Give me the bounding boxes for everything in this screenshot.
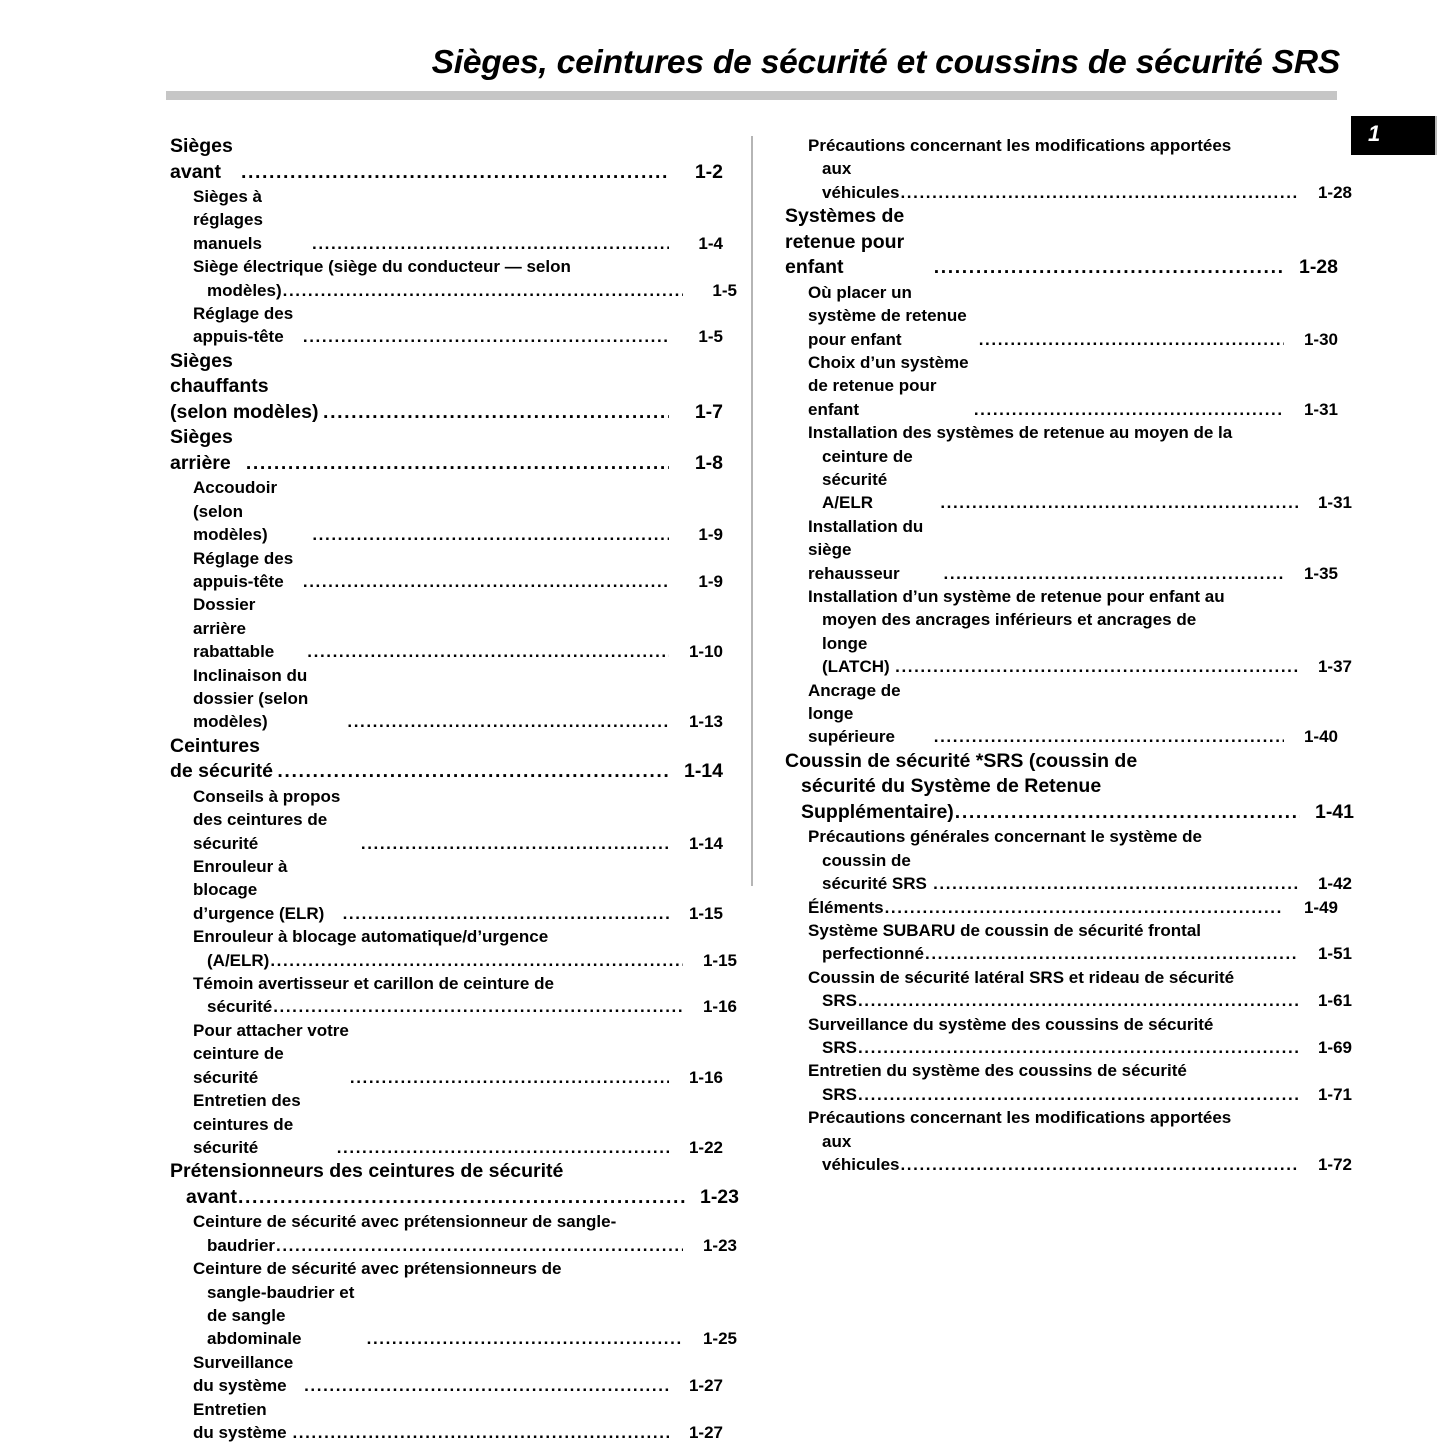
toc-entry-row	[808, 679, 1338, 749]
toc-entry-line	[170, 425, 723, 476]
toc-entry-label: Réglage des appuis-tête	[193, 548, 298, 591]
toc-entry-continuation	[808, 989, 1352, 1012]
toc-entry-row	[193, 1351, 723, 1398]
toc-entry-label: Siège électrique (siège du conducteur — selon	[193, 257, 571, 277]
toc-leader-dots	[241, 160, 669, 186]
toc-entry-label: Entretien du système des coussins de sécurité	[808, 1061, 1187, 1081]
page-title: Sièges, ceintures de sécurité et coussins de sécurité SRS	[431, 44, 1340, 81]
toc-entry[interactable]	[170, 972, 737, 1019]
toc-entry-continuation	[193, 1281, 737, 1351]
toc-page-number: 1-14	[683, 760, 723, 783]
toc-entry-row	[193, 949, 737, 972]
toc-page-number: 1-61	[1317, 991, 1352, 1011]
toc-leader-dots	[337, 1136, 669, 1159]
toc-entry-label: baudrier	[207, 1235, 276, 1255]
toc-entry-row	[170, 734, 723, 785]
toc-entry-line	[193, 785, 723, 855]
toc-entry-row	[170, 134, 723, 185]
toc-entry-label: modèles)	[207, 280, 282, 300]
toc-entry-label: sangle-baudrier et de sangle abdominale	[207, 1282, 360, 1349]
toc-page-number: 1-4	[698, 233, 723, 253]
toc-page-number: 1-49	[1303, 897, 1338, 917]
toc-entry[interactable]	[170, 547, 723, 594]
toc-entry-row	[170, 349, 723, 426]
toc-entry-row	[808, 134, 1338, 157]
toc-entry[interactable]	[170, 1089, 723, 1159]
toc-entry[interactable]	[785, 515, 1338, 585]
toc-column-left	[170, 134, 739, 1444]
toc-page-number: 1-71	[1317, 1084, 1352, 1104]
toc-entry-row	[193, 302, 723, 349]
toc-entry-line	[170, 734, 723, 785]
toc-entry[interactable]	[170, 1351, 723, 1398]
toc-entry-line	[170, 134, 723, 185]
toc-entry[interactable]	[170, 925, 737, 972]
toc-entry-line	[785, 204, 1338, 281]
toc-entry-row	[193, 255, 723, 278]
toc-entry-row	[808, 942, 1352, 965]
toc-leader-dots	[367, 1327, 683, 1350]
toc-entry-label: Installation des systèmes de retenue au moyen de la	[808, 423, 1233, 443]
toc-entry-label: Systèmes de retenue pour enfant	[785, 205, 910, 279]
toc-entry-label: SRS	[822, 1038, 857, 1057]
column-divider	[751, 136, 753, 886]
toc-entry-row	[808, 421, 1338, 444]
toc-entry-continuation	[808, 157, 1352, 204]
toc-entry-row	[193, 593, 723, 663]
toc-leader-dots	[955, 800, 1300, 826]
toc-leader-dots	[934, 255, 1284, 281]
toc-entry-label: longe (LATCH)	[822, 633, 890, 677]
toc-entry-continuation	[808, 632, 1352, 679]
toc-entry-row	[808, 825, 1338, 848]
toc-entry-line	[193, 925, 723, 948]
toc-entry-label: Installation d’un système de retenue pour enfant au	[808, 587, 1225, 606]
toc-entry-row	[808, 919, 1338, 942]
toc-entry-continuation	[808, 1130, 1352, 1177]
toc-entry-line	[193, 185, 723, 255]
toc-entry-row	[193, 925, 723, 948]
toc-leader-dots	[900, 1153, 1298, 1176]
toc-entry-row	[193, 785, 723, 855]
toc-entry-line	[808, 1013, 1338, 1036]
toc-entry-row	[785, 749, 1338, 775]
toc-entry-line	[193, 855, 723, 925]
toc-leader-dots	[347, 710, 669, 733]
toc-entry-row	[193, 1019, 723, 1089]
toc-entry-row	[808, 1130, 1352, 1177]
toc-entry-line	[808, 679, 1338, 749]
toc-page-number: 1-8	[694, 451, 723, 474]
toc-entry-continuation	[193, 279, 737, 302]
toc-entry-row	[193, 972, 723, 995]
toc-entry-continuation	[808, 849, 1352, 896]
toc-entry-line	[808, 281, 1338, 351]
toc-entry-row	[808, 585, 1338, 608]
header-rule	[166, 91, 1337, 100]
toc-entry-row	[808, 632, 1352, 679]
toc-entry[interactable]	[785, 421, 1352, 515]
toc-entry-row	[808, 608, 1352, 631]
toc-leader-dots	[940, 491, 1298, 514]
toc-leader-dots	[858, 1083, 1298, 1106]
toc-entry-continuation	[170, 1185, 739, 1211]
toc-entry-row	[808, 1083, 1352, 1106]
toc-entry[interactable]	[785, 351, 1338, 421]
toc-entry-label: Éléments	[808, 897, 884, 917]
toc-entry-label: aux véhicules	[822, 1131, 900, 1175]
toc-entry-row	[785, 800, 1354, 826]
toc-page-number: 1-14	[688, 833, 723, 853]
toc-entry-label: coussin de sécurité SRS	[822, 850, 927, 894]
toc-entry-line	[193, 1210, 723, 1233]
toc-page-number: 1-9	[698, 571, 723, 591]
toc-page-number: 1-27	[688, 1376, 723, 1396]
toc-entry-line	[808, 134, 1338, 157]
toc-entry-row	[193, 279, 737, 302]
toc-entry-label: Surveillance du système des coussins de sécurité	[808, 1014, 1214, 1034]
toc-column-right	[785, 134, 1354, 1176]
toc-leader-dots	[925, 942, 1298, 965]
toc-page-number: 1-16	[702, 997, 737, 1017]
toc-entry[interactable]	[170, 734, 723, 785]
toc-entry[interactable]	[170, 302, 723, 349]
toc-entry-label: Coussin de sécurité latéral SRS et rideau de sécurité	[808, 967, 1235, 987]
toc-entry-row	[193, 185, 723, 255]
toc-entry-row	[193, 664, 723, 734]
toc-entry-continuation	[808, 1036, 1352, 1059]
toc-leader-dots	[312, 232, 669, 255]
toc-entry[interactable]	[170, 855, 723, 925]
toc-page-number: 1-2	[694, 160, 723, 183]
toc-entry[interactable]	[785, 919, 1352, 966]
toc-entry[interactable]	[170, 255, 737, 302]
toc-entry-label: Sièges chauffants (selon modèles)	[170, 349, 319, 423]
toc-entry-row	[808, 1059, 1338, 1082]
toc-entry[interactable]	[170, 664, 723, 734]
toc-entry-line	[193, 547, 723, 594]
toc-entry-label: Dossier arrière rabattable	[193, 595, 275, 662]
toc-entry-continuation	[808, 608, 1338, 631]
toc-leader-dots	[933, 872, 1298, 895]
toc-leader-dots	[312, 523, 669, 546]
toc-entry-row	[808, 1013, 1338, 1036]
toc-entry-line	[808, 896, 1338, 919]
toc-entry[interactable]	[170, 185, 723, 255]
toc-entry[interactable]	[170, 349, 723, 426]
toc-page-number: 1-42	[1317, 874, 1352, 894]
toc-entry[interactable]	[170, 1159, 739, 1210]
toc-leader-dots	[979, 328, 1284, 351]
toc-leader-dots	[934, 725, 1284, 748]
toc-entry-line	[808, 421, 1338, 444]
toc-entry-label: Témoin avertisseur et carillon de ceinture de	[193, 974, 554, 994]
toc-leader-dots	[323, 400, 669, 426]
toc-entry-label: SRS	[822, 991, 857, 1011]
toc-page-number: 1-22	[688, 1137, 723, 1157]
toc-entry-row	[808, 896, 1338, 919]
toc-entry-row	[808, 445, 1352, 515]
toc-entry[interactable]	[785, 896, 1338, 919]
toc-entry-row	[193, 547, 723, 594]
toc-entry-line	[170, 1159, 723, 1185]
toc-entry[interactable]	[785, 1059, 1352, 1106]
toc-entry-label: (A/ELR)	[207, 950, 270, 970]
toc-leader-dots	[944, 562, 1284, 585]
toc-entry[interactable]	[785, 585, 1352, 679]
toc-leader-dots	[273, 995, 683, 1018]
toc-page-number: 1-51	[1317, 944, 1352, 964]
toc-entry-label: sécurité	[207, 997, 273, 1017]
toc-leader-dots	[246, 451, 669, 477]
toc-entry-row	[808, 351, 1338, 421]
toc-entry-label: Surveillance du système	[193, 1352, 298, 1396]
toc-entry-label: Où placer un système de retenue pour enfant	[808, 282, 972, 349]
toc-page-number: 1-40	[1303, 727, 1338, 747]
toc-entry-row	[170, 425, 723, 476]
toc-entry-line	[193, 1398, 723, 1444]
toc-entry-label: Réglage des appuis-tête	[193, 304, 298, 347]
toc-entry-continuation	[785, 800, 1354, 826]
toc-entry-label: sécurité du Système de Retenue	[801, 775, 1102, 798]
toc-entry[interactable]	[170, 476, 723, 546]
toc-entry[interactable]	[785, 749, 1354, 826]
toc-page-number: 1-23	[699, 1185, 739, 1208]
toc-entry-row	[808, 1106, 1338, 1129]
toc-page-number: 1-7	[694, 400, 723, 423]
toc-entry[interactable]	[785, 204, 1338, 281]
toc-entry-line	[808, 351, 1338, 421]
toc-entry-label: Conseils à propos des ceintures de sécurité	[193, 786, 346, 853]
toc-entry-label: Sièges avant	[170, 135, 239, 183]
toc-page-number: 1-35	[1303, 563, 1338, 583]
toc-leader-dots	[895, 655, 1298, 678]
toc-entry-row	[808, 1036, 1352, 1059]
toc-entry-continuation	[193, 1234, 737, 1257]
toc-entry-line	[193, 972, 723, 995]
toc-entry-row	[808, 849, 1352, 896]
toc-entry-label: Enrouleur à blocage automatique/d’urgence	[193, 927, 549, 947]
toc-entry-row	[785, 204, 1338, 281]
toc-page-number: 1-5	[712, 280, 737, 300]
toc-leader-dots	[885, 896, 1284, 919]
toc-page-number: 1-5	[698, 327, 723, 347]
toc-entry-line	[808, 1059, 1338, 1082]
toc-entry-label: Précautions concernant les modifications apportées	[808, 136, 1232, 155]
toc-entry-line	[193, 1089, 723, 1159]
toc-entry-row	[193, 476, 723, 546]
toc-entry[interactable]	[785, 1106, 1352, 1176]
toc-entry-label: aux véhicules	[822, 159, 900, 202]
toc-entry-line	[193, 1019, 723, 1089]
toc-entry-label: Ancrage de longe supérieure	[808, 680, 906, 747]
toc-entry-label: Entretien des ceintures de sécurité	[193, 1091, 306, 1157]
toc-entry-line	[785, 749, 1338, 775]
toc-entry[interactable]	[170, 134, 723, 185]
toc-leader-dots	[276, 1234, 683, 1257]
toc-entry-label: Précautions générales concernant le système de	[808, 827, 1203, 847]
toc-entry[interactable]	[170, 1398, 723, 1444]
toc-entry[interactable]	[785, 1013, 1352, 1060]
toc-entry-row	[193, 1234, 737, 1257]
toc-entry-line	[808, 825, 1338, 848]
toc-entry-continuation	[808, 445, 1352, 515]
toc-leader-dots	[974, 398, 1284, 421]
toc-entry-label: Ceintures de sécurité	[170, 734, 273, 783]
toc-entry-line	[193, 1351, 723, 1398]
toc-entry-line	[193, 476, 723, 546]
toc-leader-dots	[307, 640, 669, 663]
toc-entry-row	[808, 515, 1338, 585]
toc-entry-label: Ceinture de sécurité avec prétensionneurs de	[193, 1259, 562, 1279]
toc-entry-label: ceinture de sécurité A/ELR	[822, 446, 918, 513]
toc-entry[interactable]	[170, 1257, 737, 1351]
toc-leader-dots	[304, 1374, 669, 1397]
toc-leader-dots	[238, 1185, 685, 1211]
toc-leader-dots	[900, 181, 1298, 204]
toc-entry-line	[193, 302, 723, 349]
toc-entry[interactable]	[785, 825, 1352, 895]
toc-entry-line	[808, 966, 1338, 989]
toc-entry-label: Entretien du système	[193, 1399, 287, 1442]
chapter-tab-number: 1	[1368, 121, 1381, 146]
toc-entry-row	[193, 1398, 723, 1444]
toc-page-number: 1-69	[1317, 1038, 1352, 1057]
toc-leader-dots	[361, 832, 669, 855]
toc-entry-row	[170, 1185, 739, 1211]
toc-page-number: 1-9	[698, 525, 723, 545]
toc-entry-continuation	[808, 942, 1352, 965]
toc-page-number: 1-15	[702, 950, 737, 970]
toc-page-number: 1-31	[1303, 399, 1338, 419]
toc-entry-label: Enrouleur à blocage d’urgence (ELR)	[193, 857, 325, 923]
toc-entry-row	[193, 1257, 723, 1280]
toc-entry-label: perfectionné	[822, 944, 925, 964]
toc-leader-dots	[303, 325, 669, 348]
toc-entry-row	[808, 157, 1352, 204]
toc-entry-row	[808, 989, 1352, 1012]
toc-entry-row	[785, 774, 1354, 800]
toc-entry-row	[808, 966, 1338, 989]
toc-entry[interactable]	[170, 425, 723, 476]
toc-entry-row	[808, 281, 1338, 351]
toc-page-number: 1-25	[702, 1329, 737, 1349]
toc-page-number: 1-15	[688, 903, 723, 923]
toc-entry-label: SRS	[822, 1084, 857, 1104]
toc-page-number: 1-28	[1298, 256, 1338, 279]
toc-entry[interactable]	[170, 785, 723, 855]
toc-leader-dots	[283, 279, 683, 302]
toc-entry-label: Accoudoir (selon modèles)	[193, 478, 282, 545]
toc-entry-label: Installation du siège rehausseur	[808, 516, 928, 583]
toc-entry-label: Ceinture de sécurité avec prétensionneur de sangle-	[193, 1212, 617, 1232]
toc-entry[interactable]	[785, 281, 1338, 351]
toc-leader-dots	[858, 1036, 1298, 1059]
toc-leader-dots	[858, 989, 1298, 1012]
toc-page-number: 1-41	[1314, 800, 1354, 823]
chapter-tab	[1351, 116, 1437, 155]
toc-entry-line	[193, 593, 723, 663]
toc-entry[interactable]	[170, 1210, 737, 1257]
toc-entry-label: Choix d’un système de retenue pour enfant	[808, 352, 974, 419]
toc-leader-dots	[303, 570, 669, 593]
toc-entry-row	[193, 1089, 723, 1159]
toc-page-number: 1-31	[1317, 493, 1352, 513]
toc-entry[interactable]	[170, 593, 723, 663]
toc-entry-row	[193, 855, 723, 925]
toc-entry-line	[193, 1257, 723, 1280]
toc-page-number: 1-16	[688, 1067, 723, 1087]
toc-page-number: 1-72	[1317, 1155, 1352, 1175]
toc-entry-label: Coussin de sécurité *SRS (coussin de	[785, 749, 1138, 772]
toc-leader-dots	[277, 759, 669, 785]
toc-leader-dots	[350, 1066, 669, 1089]
toc-entry-line	[193, 255, 723, 278]
toc-entry-continuation	[193, 995, 737, 1018]
toc-entry-row	[193, 1281, 737, 1351]
toc-entry-line	[170, 349, 723, 426]
toc-entry-row	[193, 995, 737, 1018]
toc-leader-dots	[270, 949, 683, 972]
toc-page-number: 1-37	[1317, 657, 1352, 677]
toc-leader-dots	[292, 1421, 669, 1444]
toc-entry-label: Précautions concernant les modifications apportées	[808, 1108, 1232, 1128]
toc-page-number: 1-27	[688, 1422, 723, 1442]
toc-entry-line	[808, 919, 1338, 942]
toc-entry[interactable]	[170, 1019, 723, 1089]
toc-entry-label: avant	[186, 1185, 237, 1208]
toc-leader-dots	[343, 902, 669, 925]
toc-page-number: 1-30	[1303, 329, 1338, 349]
toc-page-number: 1-23	[702, 1235, 737, 1255]
toc-entry-line	[808, 515, 1338, 585]
toc-entry[interactable]	[785, 134, 1352, 204]
toc-entry-label: Inclinaison du dossier (selon modèles)	[193, 665, 313, 732]
toc-entry-line	[808, 585, 1338, 608]
toc-entry-row	[170, 1159, 723, 1185]
toc-entry-label: Supplémentaire)	[801, 800, 954, 823]
toc-entry-line	[193, 664, 723, 734]
toc-entry-label: Système SUBARU de coussin de sécurité frontal	[808, 920, 1202, 940]
toc-entry-line	[808, 1106, 1338, 1129]
toc-page-number: 1-10	[688, 642, 723, 662]
toc-entry-label: moyen des ancrages inférieurs et ancrages de	[822, 610, 1197, 630]
toc-entry-row	[193, 1210, 723, 1233]
toc-entry-label: Sièges arrière	[170, 426, 239, 474]
toc-entry-continuation	[808, 1083, 1352, 1106]
toc-entry-label: Prétensionneurs des ceintures de sécurité	[170, 1160, 564, 1183]
toc-entry-label: Pour attacher votre ceinture de sécurité	[193, 1020, 354, 1087]
toc-entry[interactable]	[785, 966, 1352, 1013]
toc-page-number: 1-13	[688, 712, 723, 732]
toc-entry-continuation	[785, 774, 1338, 800]
toc-entry-label: Sièges à réglages manuels	[193, 187, 268, 253]
toc-page-number: 1-28	[1317, 182, 1352, 202]
toc-entry[interactable]	[785, 679, 1338, 749]
toc-entry-continuation	[193, 949, 737, 972]
